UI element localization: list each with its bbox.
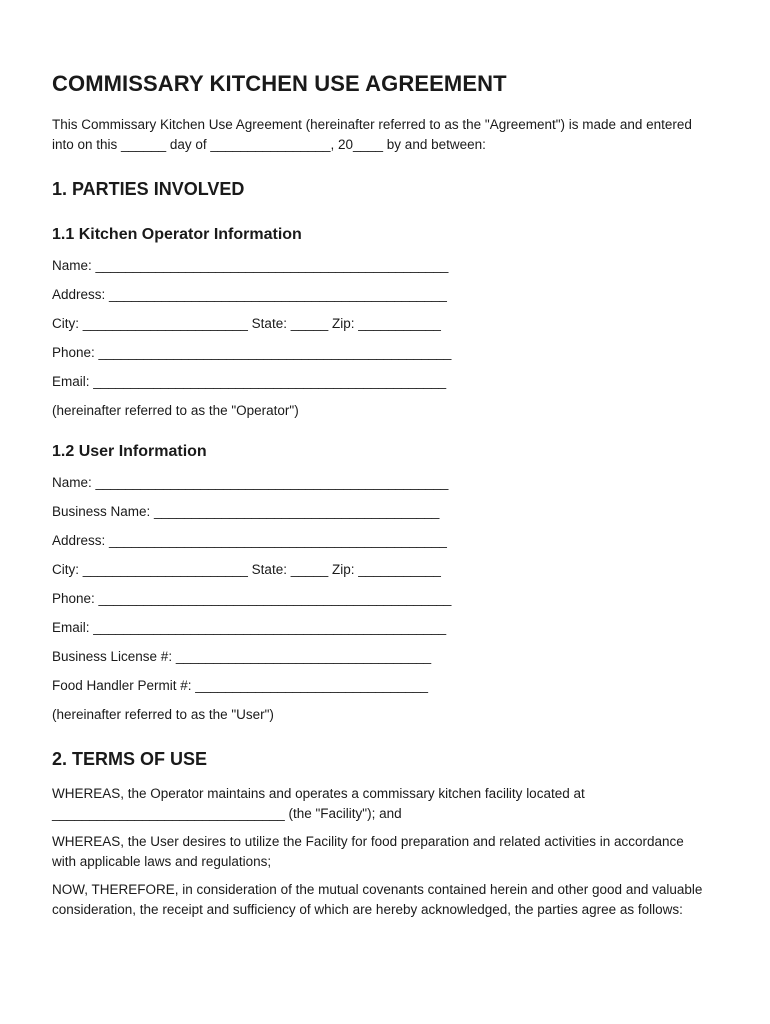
whereas-facility-paragraph: WHEREAS, the Operator maintains and operates a commissary kitchen facility located at _______________________________ (the "Facility"); and xyxy=(52,786,585,821)
intro-paragraph: This Commissary Kitchen Use Agreement (hereinafter referred to as the "Agreement") is made and entered into on this ______ day of ________________, 20____ by and between: xyxy=(52,117,692,152)
section-1-heading: 1. PARTIES INVOLVED xyxy=(52,179,245,199)
document-title: COMMISSARY KITCHEN USE AGREEMENT xyxy=(52,71,507,96)
user-fields xyxy=(52,473,712,734)
user-phone-field[interactable]: Phone: _______________________________________________ xyxy=(52,591,452,606)
user-food-handler-permit-field[interactable]: Food Handler Permit #: _______________________________ xyxy=(52,678,429,693)
operator-address-field[interactable]: Address: _____________________________________________ xyxy=(52,287,447,302)
operator-name-field[interactable]: Name: _______________________________________________ xyxy=(52,258,449,273)
section-2-heading: 2. TERMS OF USE xyxy=(52,749,208,769)
user-email-field[interactable]: Email: _______________________________________________ xyxy=(52,620,447,635)
operator-email-field[interactable]: Email: _______________________________________________ xyxy=(52,374,447,389)
user-city-state-zip-field[interactable]: City: ______________________ State: _____ Zip: ___________ xyxy=(52,562,441,577)
user-name-field[interactable]: Name: _______________________________________________ xyxy=(52,475,449,490)
document-page xyxy=(52,70,712,919)
operator-info-heading: 1.1 Kitchen Operator Information xyxy=(52,226,302,243)
whereas-user-paragraph: WHEREAS, the User desires to utilize the Facility for food preparation and related activities in accordance with applicable laws and regulations; xyxy=(52,834,684,869)
operator-phone-field[interactable]: Phone: _______________________________________________ xyxy=(52,345,452,360)
user-business-license-field[interactable]: Business License #: __________________________________ xyxy=(52,649,432,664)
now-therefore-paragraph: NOW, THEREFORE, in consideration of the mutual covenants contained herein and other good and valuable consideration, the receipt and sufficiency of which are hereby acknowledged, the parties agree as follows: xyxy=(52,882,703,917)
user-address-field[interactable]: Address: _____________________________________________ xyxy=(52,533,447,548)
operator-fields xyxy=(52,256,712,430)
operator-city-state-zip-field[interactable]: City: ______________________ State: _____ Zip: ___________ xyxy=(52,316,441,331)
user-info-heading: 1.2 User Information xyxy=(52,443,207,460)
user-note: (hereinafter referred to as the "User") xyxy=(52,707,274,722)
operator-note: (hereinafter referred to as the "Operator") xyxy=(52,403,299,418)
user-business-name-field[interactable]: Business Name: ______________________________________ xyxy=(52,504,440,519)
